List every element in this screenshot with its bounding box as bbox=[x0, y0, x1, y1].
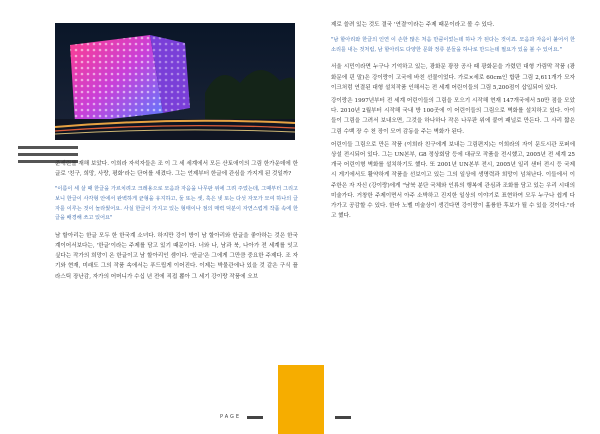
footer-dash-left bbox=[247, 416, 263, 419]
right-text-column bbox=[331, 20, 575, 224]
right-quote: "남 할아리와 한글의 인연 이 손한 많은 처음 만큼이었는데 하나 가 된다는 것이죠. 모음과 자음이 붙어서 한 소리를 내는 것처럼, 남 할아리도 다양한 문화 정류 분들을 하나로 만드는데 필요가 있을 볼 수 있어요." bbox=[331, 37, 575, 53]
decorative-bar bbox=[18, 146, 78, 149]
right-paragraph-3: 강이랑은 1997년부터 전 세계 어린이들의 그림을 모으기 시작해 현재 147개국에서 50만 점을 모았다. 2010년 2월부터 시작해 국내 방 100곳에 이 어린이들의 그림으로 벽화를 설치하고 있다. 아이들이 그림을 그려서 보내오면, 그것을 하나하나 작은 나무판 위에 붙여 패널로 만든다. 그 사리 짧은 그림 수백 장 수 천 장이 모여 감동을 주는 벽화가 된다. bbox=[331, 98, 575, 135]
decorative-bar bbox=[18, 153, 78, 156]
building-photo bbox=[55, 23, 295, 140]
right-paragraph-1: 제로 쓸려 있는 것도 결국 '연결'이라는 주제 때문이라고 볼 수 있다. bbox=[331, 22, 495, 28]
right-paragraph-4: 어린이들 그림으로 만든 작품 (이희라 친구에게 보내는 그림편지)는 이희라의 자이 문도시관 포퍼에 상설 전시되어 있다. 그는 UN본부, G8 정상회담 등에 대규모 작품을 전시했고, 2005년 전 세계 25개국 어린이형 벽화를 설치하기도 했다. 또 2001년 UN본부 전시, 2005년 일리 샌터 전시 등 국제 시 게기에서도 활약하게 작품을 선보이고 있는 그의 일상에 생명력과 희망이 넘쳐난다. 이들에서 이 주한은 자 자신 (강이랑)에게 "남북 분단 국체와 인류의 행복에 관심과 조화를 담고 있는 우리 시대의 미술가다. 거창한 주제이면서 아주 소박하고 진지한 일상의 이야기로 표현하여 모두 누구나 쉽게 다가가고 공감할 수 있다. 한마 노벨 미술상이 생긴다면 강이랑이 훌륭한 후보가 될 수 있을 것이다."라고 했다. bbox=[331, 141, 575, 220]
left-text-column bbox=[55, 159, 298, 285]
footer-dash-right bbox=[335, 416, 351, 419]
left-paragraph-1: 준세린를 재해 보았다. 이희라 자석자들은 조 이 그 세 세계에서 모든 산토애이의 그림 한가운데에 한글로 '친구, 희망, 사랑, 평화'라는 단어를 새겼다. 그는 언제부터 한글에 관심을 가지게 된 것일까? bbox=[55, 161, 298, 178]
left-quote: "이름이 세 살 때 한글을 가르치려고 크레용으로 모음과 자음을 나무판 위에 그려 주었는데, 그때부터 그리고 보니 한글이 사각형 안에서 완벽하게 균형을 유지하고, 둘 또는 셋, 혹은 넷 또는 다섯 자모가 모여 하나의 글자를 이루는 것이 놀라웠어요. 사실 한글이 가지고 있는 형태이나 점의 매력 덕분이 자연스럽게 작품 속에 한글을 배경해 쓰고 있어요" bbox=[55, 186, 298, 222]
accent-block bbox=[278, 365, 324, 434]
right-paragraph-2: 서울 시민이라면 누구나 기억하고 있는, 광화문 광장 공사 때 광화문을 가렸던 대형 가림막 작품 (광화문에 핀 말)은 강이랑이 고국에 바친 선물이었다. 가로×세로 60cm인 합판 그림 2,611개가 모자이크처럼 연결된 대형 설치작품 인해서는 전 세계 어린이들의 그림 5,200점이 삽입되어 있다. bbox=[331, 64, 575, 91]
page-label: PAGE bbox=[220, 414, 242, 420]
left-paragraph-2: 남 할아리는 한글 모두 한 한국계 소녀다. 하지만 강이 방이 남 할아리와 한글을 좋아하는 것은 한국 계이어서보다는, '한글'이라는 주제를 담고 있기 때문이다. 너와 나, 남과 북, 나아가 전 세계를 잇고 싶다는 작가의 희망이 온 한글이고 남 할아리인 셈이다. '한글'은 그에게 그만큼 중요한 주제다. 조 자기와 현재, 미래도 그의 작품 속에서는 푸드립게 이어진다. 이제는 박물관에나 있을 것 같은 구식 플라스틱 장난감, 자가의 어머니가 수십 년 전에 직접 뽑아 그 세기 강이랑 작품에 오브 bbox=[55, 232, 298, 280]
building-illustration bbox=[55, 23, 295, 140]
